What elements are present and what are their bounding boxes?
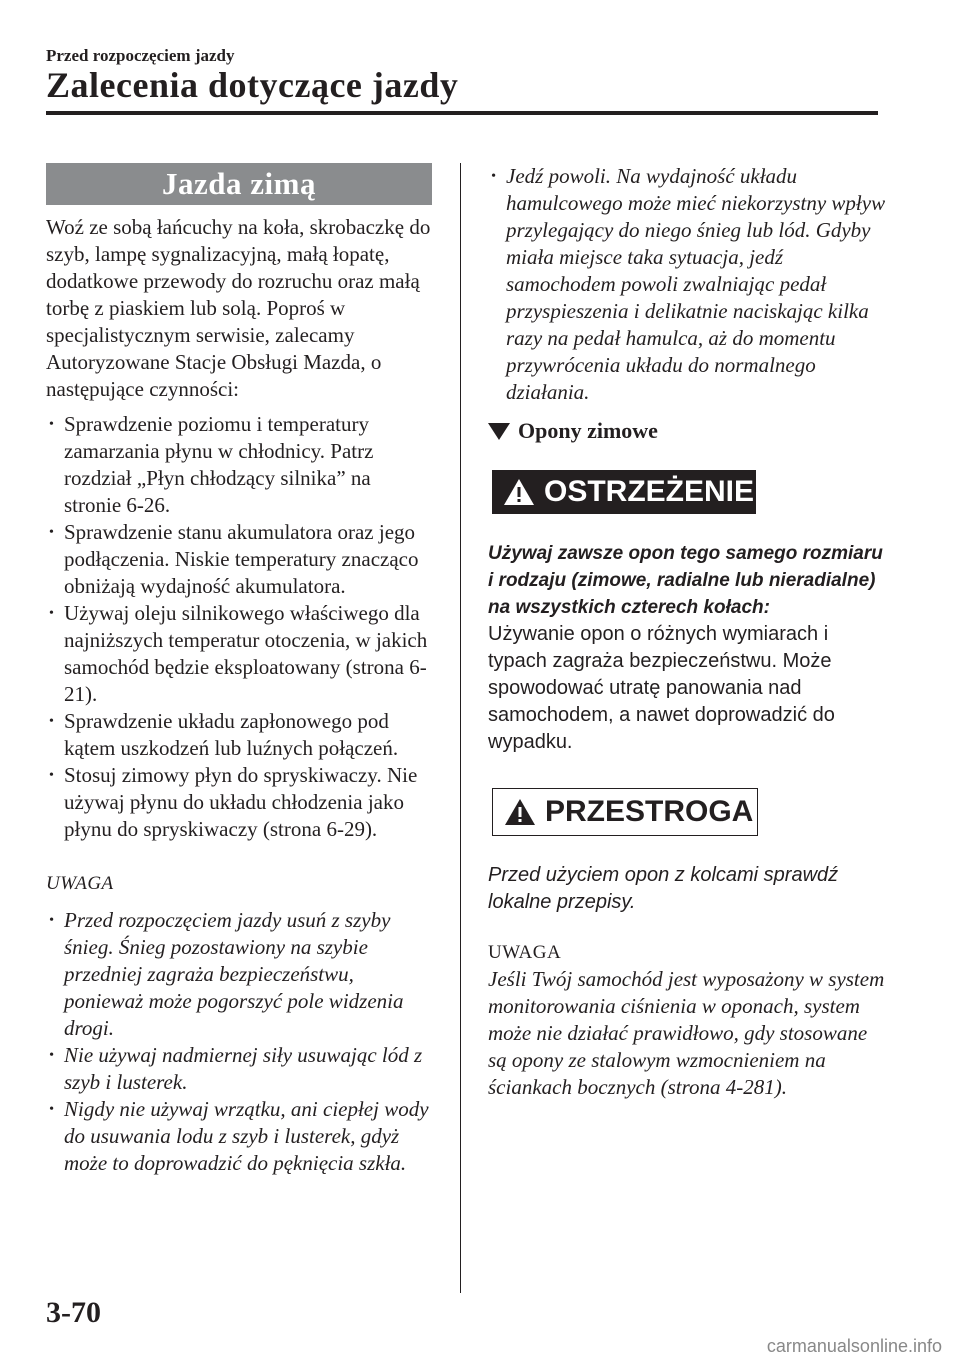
warning-label: OSTRZEŻENIE <box>544 475 755 508</box>
right-column <box>488 163 888 1101</box>
continued-list <box>488 163 888 406</box>
list-item: • Używaj oleju silnikowego właściwego dla najniższych temperatur otoczenia, w jakich samochód będzie eksploatowany (strona 6-21). <box>46 600 432 708</box>
watermark: carmanualsonline.info <box>766 1336 942 1356</box>
warning-text: Używanie opon o różnych wymiarach i typach zagraża bezpieczeństwu. Może spowodować utratę panowania nad samochodem, a nawet doprowadzić do wypadku. <box>488 623 835 753</box>
caution-label: PRZESTROGA <box>545 795 754 828</box>
list-item: • Przed rozpoczęciem jazdy usuń z szyby śnieg. Śnieg pozostawiony na szybie przedniej zagraża bezpieczeństwu, ponieważ może pogorszyć pole widzenia drogi. <box>46 907 432 1042</box>
caution-box <box>492 788 758 836</box>
list-item: • Sprawdzenie stanu akumulatora oraz jego podłączenia. Niskie temperatury znacząco obniżają wydajność akumulatora. <box>46 519 432 600</box>
column-divider <box>460 163 461 1293</box>
warning-bold-text: Używaj zawsze opon tego samego rozmiaru i rodzaju (zimowe, radialne lub nieradialne) na wszystkich czterech kołach: <box>488 543 883 618</box>
note-label: UWAGA <box>488 942 562 963</box>
list-item: • Stosuj zimowy płyn do spryskiwaczy. Nie używaj płynu do układu chłodzenia jako płynu do spryskiwaczy (strona 6-29). <box>46 762 432 843</box>
list-item: • Sprawdzenie poziomu i temperatury zamarzania płynu w chłodnicy. Patrz rozdział „Płyn chłodzący silnika” na stronie 6-26. <box>46 411 432 519</box>
warning-icon <box>503 797 537 827</box>
header-rule <box>46 111 878 115</box>
section-title-bar: Jazda zimą <box>46 163 432 205</box>
triangle-marker-icon <box>488 423 510 440</box>
page-title: Zalecenia dotyczące jazdy <box>46 65 459 105</box>
subsection-heading <box>488 418 888 444</box>
subsection-title: Opony zimowe <box>518 418 658 443</box>
caution-text: Przed użyciem opon z kolcami sprawdź lokalne przepisy. <box>488 864 839 913</box>
page-number: 3-70 <box>46 1296 101 1329</box>
list-item: • Jedź powoli. Na wydajność układu hamulcowego może mieć niekorzystny wpływ przylegający do niego śnieg lub lód. Gdyby miała miejsce taka sytuacja, jedź samochodem powoli zwalniając pedał przyspieszenia i delikatnie naciskając kilka razy na pedał hamulca, aż do momentu przywrócenia układu do normalnego działania. <box>488 163 888 406</box>
checklist <box>46 411 432 843</box>
note-list <box>46 907 432 1177</box>
note-label: UWAGA <box>46 873 114 894</box>
warning-box <box>492 470 756 514</box>
intro-paragraph: Woź ze sobą łańcuchy na koła, skrobaczkę do szyb, lampę sygnalizacyjną, małą łopatę, dodatkowe przewody do rozruchu oraz małą torbę z piaskiem lub solą. Poproś w specjalistycznym serwisie, zalecamy Autoryzowane Stacje Obsługi Mazda, o następujące czynności: <box>46 215 431 401</box>
left-column <box>46 163 432 1177</box>
list-item: • Nie używaj nadmiernej siły usuwając lód z szyb i lusterek. <box>46 1042 432 1096</box>
header-subtitle: Przed rozpoczęciem jazdy <box>46 46 235 65</box>
warning-icon <box>502 477 536 507</box>
list-item: • Sprawdzenie układu zapłonowego pod kątem uszkodzeń lub luźnych połączeń. <box>46 708 432 762</box>
note-text: Jeśli Twój samochód jest wyposażony w system monitorowania ciśnienia w oponach, system może nie działać prawidłowo, gdy stosowane są opony ze stalowym wzmocnieniem na ściankach bocznych (strona 4-281). <box>488 967 885 1099</box>
list-item: • Nigdy nie używaj wrzątku, ani ciepłej wody do usuwania lodu z szyb i lusterek, gdyż może to doprowadzić do pęknięcia szkła. <box>46 1096 432 1177</box>
